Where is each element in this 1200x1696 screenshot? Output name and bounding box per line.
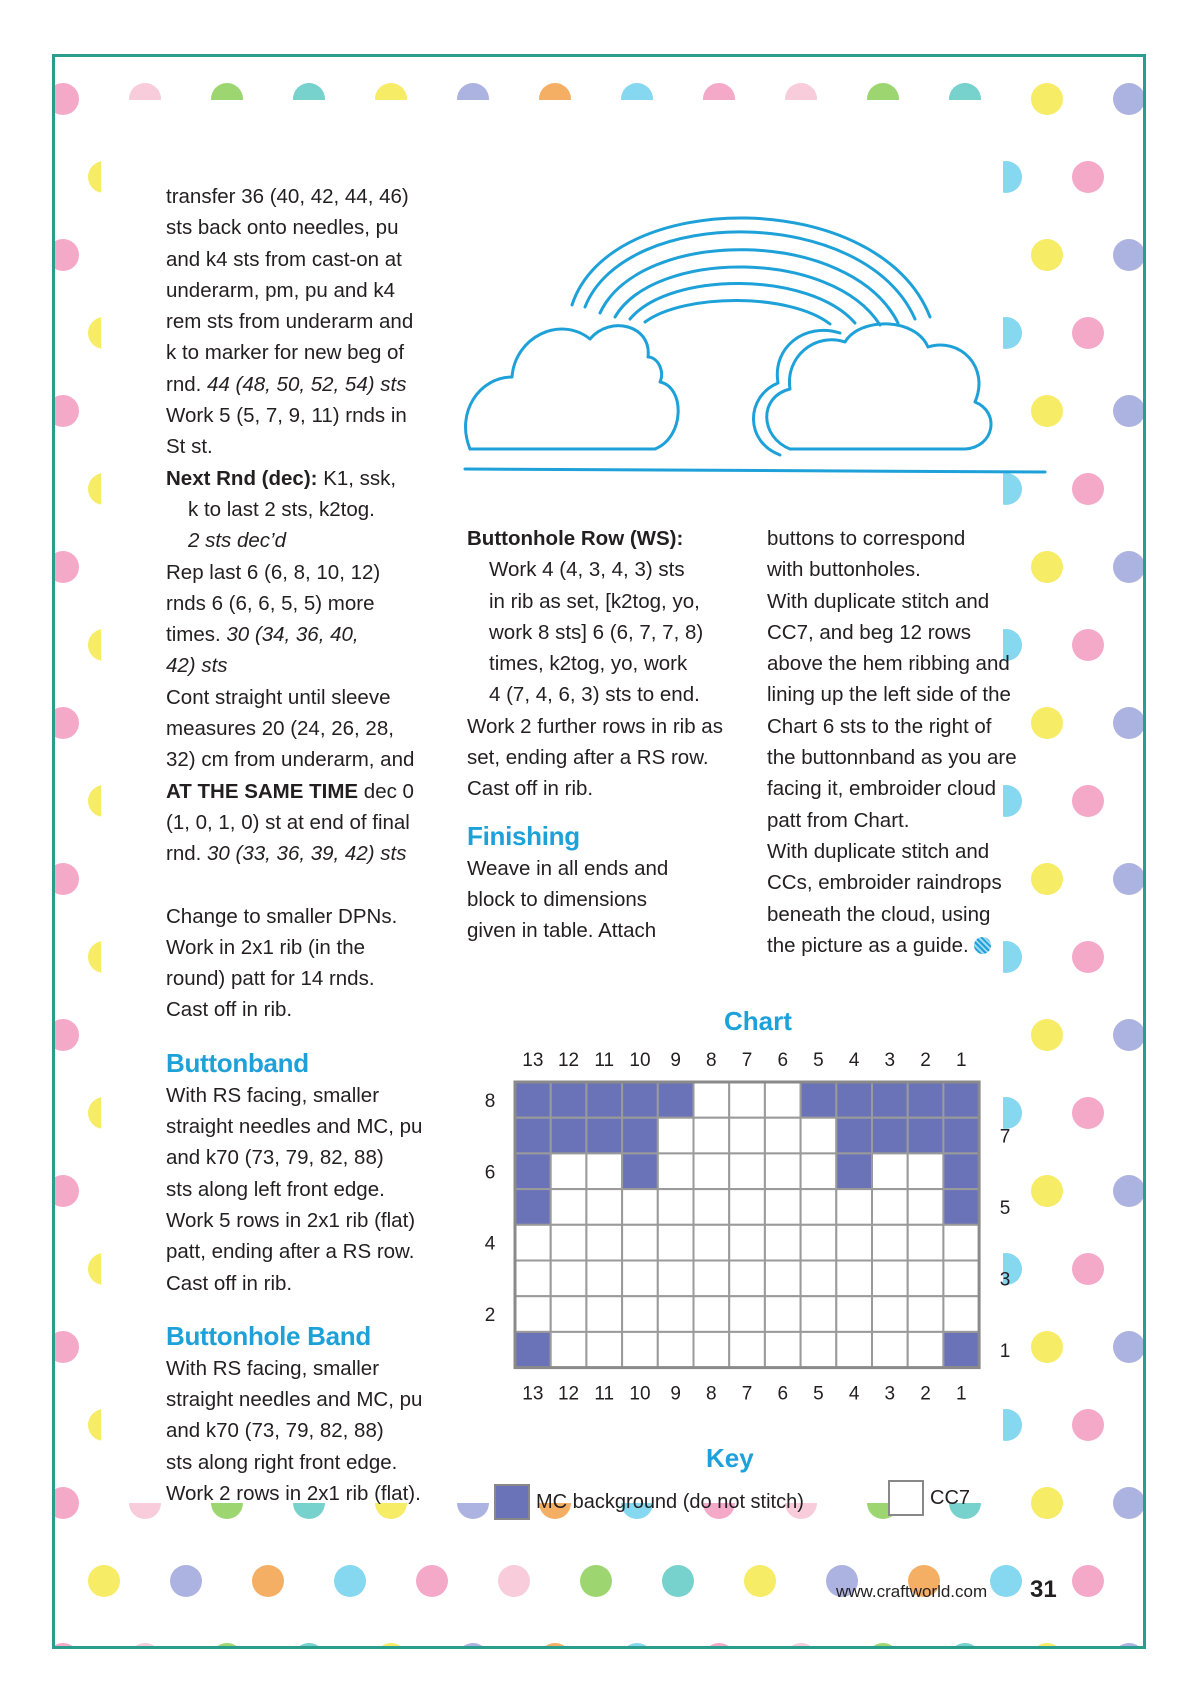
chart-col-label-top: 5 <box>813 1050 824 1071</box>
chart-cell <box>551 1153 587 1189</box>
mc-label: MC background (do not stitch) <box>536 1490 804 1513</box>
text-line: (1, 0, 1, 0) st at end of final <box>166 810 410 834</box>
chart-col-label-top: 4 <box>848 1050 860 1071</box>
polka-dot <box>55 395 79 427</box>
text-line: With duplicate stitch and <box>767 589 990 613</box>
chart-cell <box>694 1118 730 1154</box>
chart-cell <box>872 1189 908 1225</box>
polka-dot <box>1113 1487 1143 1519</box>
polka-dot <box>867 1643 899 1646</box>
chart-cell <box>551 1189 587 1225</box>
chart-cell <box>836 1082 872 1118</box>
chart-cell <box>836 1332 872 1368</box>
text-line: underarm, pm, pu and k4 <box>166 278 396 302</box>
text-line: set, ending after a RS row. <box>467 746 709 770</box>
text-line: rnds 6 (6, 6, 5, 5) more <box>166 591 375 615</box>
chart-row-label-left: 4 <box>484 1233 496 1255</box>
at-same-time-line: AT THE SAME TIME dec 0 <box>166 779 414 803</box>
text-line: Cast off in rib. <box>467 777 594 801</box>
chart-col-label-bottom: 6 <box>777 1383 789 1405</box>
text-line: k to last 2 sts, k2tog. <box>188 497 375 521</box>
chart-col-label-bottom: 2 <box>920 1383 931 1405</box>
chart-cell <box>872 1153 908 1189</box>
stitch-count-line: times. 30 (34, 36, 40, <box>166 623 359 647</box>
chart-col-label-bottom: 7 <box>741 1383 753 1405</box>
text-line: lining up the left side of the <box>767 683 1011 707</box>
chart-cell <box>622 1261 658 1297</box>
polka-dot <box>55 1019 79 1051</box>
text-line: facing it, embroider cloud <box>767 777 997 801</box>
chart-cell <box>515 1225 551 1261</box>
chart-col-label-top: 2 <box>920 1050 931 1071</box>
text-line: Work in 2x1 rib (in the <box>166 935 366 959</box>
chart-cell <box>694 1261 730 1297</box>
chart-cell <box>551 1082 587 1118</box>
polka-dot <box>580 1565 612 1597</box>
chart-row-label-left: 2 <box>484 1305 496 1327</box>
polka-dot <box>785 1643 817 1646</box>
chart-cell <box>801 1082 837 1118</box>
chart-cell <box>515 1261 551 1297</box>
column-right <box>767 523 1057 961</box>
polka-dot <box>457 1643 489 1646</box>
chart-col-label-bottom: 5 <box>813 1383 824 1405</box>
chart-cell <box>765 1332 801 1368</box>
mc-swatch <box>494 1484 530 1520</box>
chart-cell <box>836 1225 872 1261</box>
polka-dot <box>1031 1643 1063 1646</box>
stitch-count-line: rnd. 30 (33, 36, 39, 42) sts <box>166 842 407 866</box>
finishing-heading: Finishing <box>467 820 580 851</box>
key-mc <box>494 1484 804 1520</box>
chart-cell <box>515 1296 551 1332</box>
polka-dot <box>55 1643 79 1646</box>
chart-cell <box>729 1118 765 1154</box>
polka-dot <box>211 1643 243 1646</box>
chart-cell <box>729 1153 765 1189</box>
chart-cell <box>943 1296 979 1332</box>
chart-cell <box>908 1189 944 1225</box>
polka-dot <box>1072 1097 1104 1129</box>
chart-cell <box>658 1082 694 1118</box>
chart-cell <box>515 1082 551 1118</box>
polka-dot <box>416 1565 448 1597</box>
polka-dot <box>1072 161 1104 193</box>
polka-dot <box>293 1643 325 1646</box>
chart-cell <box>872 1225 908 1261</box>
chart-cell <box>586 1189 622 1225</box>
text-line: measures 20 (24, 26, 28, <box>166 717 394 741</box>
chart-cell <box>801 1225 837 1261</box>
polka-dot <box>55 1331 79 1363</box>
text-line: sts along right front edge. <box>166 1450 398 1474</box>
polka-dot <box>1113 1175 1143 1207</box>
polka-dot <box>55 83 79 115</box>
text-line: With duplicate stitch and <box>767 839 990 863</box>
text-line: patt from Chart. <box>767 808 910 832</box>
chart-cell <box>943 1153 979 1189</box>
chart-grid <box>470 1030 1050 1450</box>
chart-cell <box>586 1082 622 1118</box>
text-line: straight needles and MC, pu <box>166 1388 423 1412</box>
polka-dot <box>703 1643 735 1646</box>
polka-dot <box>744 1565 776 1597</box>
chart-cell <box>765 1189 801 1225</box>
chart-row-label-left: 6 <box>484 1162 496 1184</box>
chart-cell <box>872 1332 908 1368</box>
chart-col-label-bottom: 1 <box>955 1383 967 1405</box>
buttonhole-row-label: Buttonhole Row (WS): <box>467 527 684 550</box>
chart-cell <box>908 1225 944 1261</box>
chart-row-label-right: 1 <box>999 1340 1011 1362</box>
chart-col-label-bottom: 4 <box>848 1383 860 1405</box>
polka-dot <box>1072 785 1104 817</box>
yarn-ball-icon <box>974 937 991 954</box>
chart-cell <box>551 1332 587 1368</box>
polka-dot <box>1113 707 1143 739</box>
chart-col-label-top: 13 <box>522 1050 544 1071</box>
text-line: Work 2 rows in 2x1 rib (flat). <box>166 1481 421 1505</box>
polka-dot <box>55 239 79 271</box>
chart-col-label-top: 9 <box>670 1050 681 1071</box>
text-line: work 8 sts] 6 (6, 7, 7, 8) <box>489 620 704 644</box>
text-line: With RS facing, smaller <box>166 1083 380 1107</box>
polka-dot <box>1072 941 1104 973</box>
text-line: the buttonnband as you are <box>767 746 1017 770</box>
cc7-label: CC7 <box>930 1486 971 1509</box>
text-line: patt, ending after a RS row. <box>166 1240 415 1264</box>
chart-cell <box>801 1118 837 1154</box>
chart-cell <box>586 1296 622 1332</box>
polka-dot <box>539 1643 571 1646</box>
polka-dot <box>129 1643 161 1646</box>
chart-cell <box>658 1332 694 1368</box>
polka-dot <box>375 1643 407 1646</box>
polka-dot <box>1072 1253 1104 1285</box>
chart-cell <box>729 1189 765 1225</box>
polka-dot <box>55 1175 79 1207</box>
chart-col-label-top: 6 <box>777 1050 789 1071</box>
chart-cell <box>943 1082 979 1118</box>
text-line: and k70 (73, 79, 82, 88) <box>166 1419 384 1443</box>
text-line: buttons to correspond <box>767 527 966 550</box>
chart-cell <box>908 1332 944 1368</box>
polka-dot <box>1072 473 1104 505</box>
text-line: Cont straight until sleeve <box>166 685 391 709</box>
chart-cell <box>694 1189 730 1225</box>
chart-cell <box>694 1153 730 1189</box>
chart-cell <box>801 1189 837 1225</box>
footer-url: www.craftworld.com <box>836 1582 988 1601</box>
buttonhole-band-heading: Buttonhole Band <box>166 1320 371 1351</box>
polka-dot <box>621 1643 653 1646</box>
chart-cell <box>729 1332 765 1368</box>
polka-dot <box>1113 239 1143 271</box>
text-line: beneath the cloud, using <box>767 902 991 926</box>
text-line: 32) cm from underarm, and <box>166 748 415 772</box>
text-line: 4 (7, 4, 6, 3) sts to end. <box>489 683 700 707</box>
chart-cell <box>586 1332 622 1368</box>
chart-cell <box>765 1296 801 1332</box>
chart-cell <box>515 1153 551 1189</box>
polka-dot <box>498 1565 530 1597</box>
stitch-count: 44 (48, 50, 52, 54) sts <box>207 372 407 396</box>
text-line: the picture as a guide. <box>767 930 1057 961</box>
polka-dot <box>1072 1565 1104 1597</box>
polka-dot <box>1072 317 1104 349</box>
column-middle <box>467 523 757 947</box>
chart-cell <box>658 1189 694 1225</box>
stitch-count: 30 (33, 36, 39, 42) sts <box>207 842 407 866</box>
chart-title: Chart <box>724 1006 792 1036</box>
polka-dot <box>55 551 79 583</box>
chart-cell <box>586 1225 622 1261</box>
chart-col-label-top: 8 <box>706 1050 717 1071</box>
chart-cell <box>586 1118 622 1154</box>
polka-dot <box>252 1565 284 1597</box>
chart-cell <box>515 1332 551 1368</box>
chart-cell <box>551 1118 587 1154</box>
next-rnd-label: Next Rnd (dec): <box>166 466 318 490</box>
text-line: With RS facing, smaller <box>166 1356 380 1380</box>
buttonband-heading: Buttonband <box>166 1047 309 1078</box>
chart-col-label-bottom: 11 <box>594 1383 615 1405</box>
chart-row-label-right: 3 <box>999 1269 1011 1291</box>
chart-cell <box>658 1118 694 1154</box>
chart-cell <box>551 1296 587 1332</box>
chart-cell <box>943 1332 979 1368</box>
polka-dot <box>1113 1019 1143 1051</box>
page-number: 31 <box>1030 1576 1057 1603</box>
text-line: and k4 sts from cast-on at <box>166 247 402 271</box>
text-line: above the hem ribbing and <box>767 652 1010 676</box>
chart-cell <box>836 1296 872 1332</box>
chart-cell <box>551 1225 587 1261</box>
polka-dot <box>949 1643 981 1646</box>
chart-cell <box>622 1082 658 1118</box>
chart-col-label-top: 1 <box>955 1050 967 1071</box>
chart-cell <box>658 1153 694 1189</box>
chart-col-label-bottom: 8 <box>706 1383 717 1405</box>
chart-cell <box>836 1189 872 1225</box>
chart-cell <box>622 1153 658 1189</box>
chart-cell <box>908 1118 944 1154</box>
chart-cell <box>729 1261 765 1297</box>
chart-row-label-right: 5 <box>999 1197 1011 1219</box>
chart-cell <box>622 1118 658 1154</box>
chart-cell <box>551 1261 587 1297</box>
chart-row-label-left: 8 <box>484 1090 496 1112</box>
chart-cell <box>694 1332 730 1368</box>
stitch-count-line: rnd. 44 (48, 50, 52, 54) sts <box>166 372 407 396</box>
text-line: k to marker for new beg of <box>166 341 405 365</box>
text-line: 2 sts dec’d <box>188 529 286 553</box>
chart-col-label-top: 3 <box>884 1050 896 1071</box>
polka-dot <box>1113 863 1143 895</box>
text-line: Work 2 further rows in rib as <box>467 714 723 738</box>
chart-cell <box>836 1261 872 1297</box>
chart-cell <box>801 1296 837 1332</box>
chart-cell <box>908 1296 944 1332</box>
text-line: Work 4 (4, 3, 4, 3) sts <box>489 558 685 582</box>
chart-col-label-top: 7 <box>741 1050 753 1071</box>
chart-cell <box>765 1225 801 1261</box>
chart-cell <box>622 1225 658 1261</box>
polka-dot <box>170 1565 202 1597</box>
text-line: Chart 6 sts to the right of <box>767 714 992 738</box>
polka-dot <box>1031 1487 1063 1519</box>
chart-cell <box>765 1082 801 1118</box>
text-line: sts back onto needles, pu <box>166 216 399 240</box>
chart-col-label-top: 11 <box>594 1050 615 1071</box>
key-cc7 <box>888 1480 970 1516</box>
chart-cell <box>694 1082 730 1118</box>
chart-cell <box>515 1189 551 1225</box>
polka-dot <box>55 707 79 739</box>
polka-dot <box>1113 1331 1143 1363</box>
chart-col-label-top: 10 <box>629 1050 651 1071</box>
chart-cell <box>694 1296 730 1332</box>
text-line: Work 5 (5, 7, 9, 11) rnds in <box>166 404 407 428</box>
chart-col-label-bottom: 10 <box>629 1383 651 1405</box>
chart-cell <box>765 1261 801 1297</box>
text-line: Change to smaller DPNs. <box>166 904 398 928</box>
chart-col-label-top: 12 <box>557 1050 580 1071</box>
text-line: transfer 36 (40, 42, 44, 46) <box>166 185 409 208</box>
chart-cell <box>586 1261 622 1297</box>
text-line: Cast off in rib. <box>166 1271 293 1295</box>
polka-dot <box>1113 1643 1143 1646</box>
text-line: St st. <box>166 435 213 459</box>
polka-dot <box>1113 551 1143 583</box>
polka-dot <box>88 1565 120 1597</box>
chart-cell <box>801 1332 837 1368</box>
chart-cell <box>622 1189 658 1225</box>
chart-cell <box>729 1225 765 1261</box>
polka-dot <box>662 1565 694 1597</box>
chart-cell <box>658 1296 694 1332</box>
text-line: round) patt for 14 rnds. <box>166 967 375 991</box>
chart-cell <box>801 1261 837 1297</box>
chart-col-label-bottom: 9 <box>670 1383 681 1405</box>
text-line: Rep last 6 (6, 8, 10, 12) <box>166 560 381 584</box>
chart-cell <box>765 1118 801 1154</box>
chart-cell <box>622 1332 658 1368</box>
chart-cell <box>729 1296 765 1332</box>
chart-cell <box>943 1261 979 1297</box>
polka-dot <box>1031 83 1063 115</box>
chart-cell <box>872 1261 908 1297</box>
chart-cell <box>943 1118 979 1154</box>
chart-cell <box>622 1296 658 1332</box>
chart-cell <box>658 1225 694 1261</box>
chart-cell <box>943 1189 979 1225</box>
intro-lines <box>166 181 456 369</box>
rainbow-cloud-illustration <box>460 197 1050 477</box>
polka-dot <box>1113 395 1143 427</box>
chart-cell <box>694 1225 730 1261</box>
stitch-count-line: 42) sts <box>166 654 228 678</box>
text-line: given in table. Attach <box>467 919 657 943</box>
chart-col-label-bottom: 12 <box>557 1383 580 1405</box>
chart-cell <box>836 1153 872 1189</box>
polka-dot <box>55 863 79 895</box>
chart-cell <box>658 1261 694 1297</box>
text-line: CCs, embroider raindrops <box>767 871 1002 895</box>
polka-dot <box>334 1565 366 1597</box>
column-left <box>166 181 456 1509</box>
polka-dot <box>1113 83 1143 115</box>
text-line: straight needles and MC, pu <box>166 1115 423 1139</box>
chart-row-label-right: 7 <box>999 1126 1011 1148</box>
chart-cell <box>908 1261 944 1297</box>
polka-dot <box>1072 629 1104 661</box>
stitch-count: 30 (34, 36, 40, <box>226 623 359 647</box>
text-line: sts along left front edge. <box>166 1177 385 1201</box>
polka-dot <box>55 1487 79 1519</box>
chart-cell <box>515 1118 551 1154</box>
text-line: Cast off in rib. <box>166 998 293 1022</box>
chart-col-label-bottom: 3 <box>884 1383 896 1405</box>
chart-cell <box>765 1153 801 1189</box>
chart-col-label-bottom: 13 <box>522 1383 544 1405</box>
chart-cell <box>801 1153 837 1189</box>
polka-dot <box>1072 1409 1104 1441</box>
chart-cell <box>729 1082 765 1118</box>
chart-cell <box>943 1225 979 1261</box>
text-line: in rib as set, [k2tog, yo, <box>489 589 700 613</box>
chart-cell <box>836 1118 872 1154</box>
text-line: block to dimensions <box>467 887 648 911</box>
text-line: rem sts from underarm and <box>166 310 414 334</box>
chart-cell <box>872 1296 908 1332</box>
chart-cell <box>908 1153 944 1189</box>
polka-dot <box>990 1565 1022 1597</box>
chart-cell <box>872 1082 908 1118</box>
next-rnd-line: Next Rnd (dec): K1, ssk, <box>166 466 397 490</box>
text-line: Work 5 rows in 2x1 rib (flat) <box>166 1208 416 1232</box>
cc7-swatch <box>888 1480 924 1516</box>
chart-cell <box>872 1118 908 1154</box>
chart-cell <box>586 1153 622 1189</box>
key-title: Key <box>706 1443 754 1473</box>
text-line: and k70 (73, 79, 82, 88) <box>166 1146 384 1170</box>
chart-cell <box>908 1082 944 1118</box>
text-line: times, k2tog, yo, work <box>489 652 688 676</box>
text-line: CC7, and beg 12 rows <box>767 620 971 644</box>
text-line: Weave in all ends and <box>467 856 669 880</box>
text-line: with buttonholes. <box>767 558 921 582</box>
